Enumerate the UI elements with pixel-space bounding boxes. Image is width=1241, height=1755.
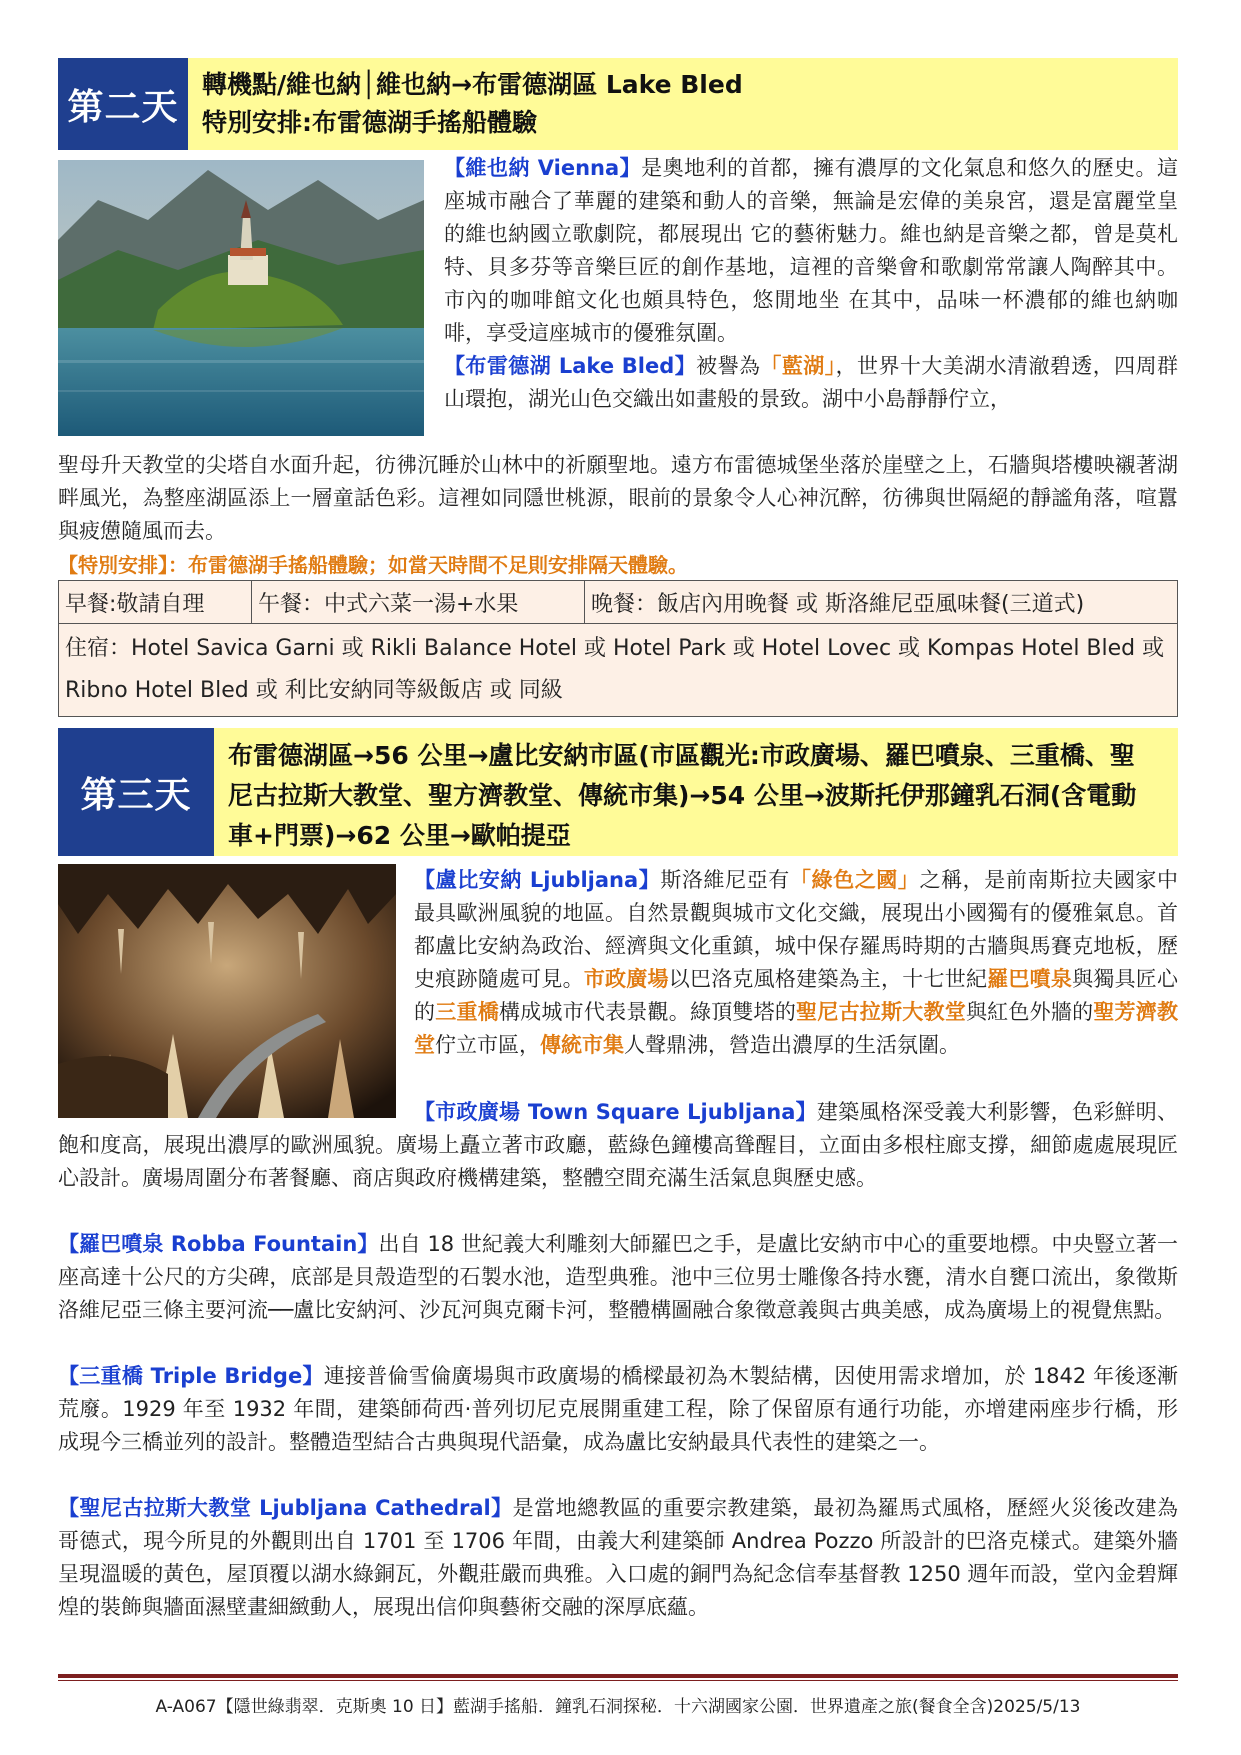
- footer-rule-thick: [58, 1674, 1178, 1678]
- blue-lake-highlight: 「藍湖」: [760, 354, 836, 378]
- robba-text: 出自 18 世紀義大利雕刻大師羅巴之手，是盧比安納市中心的重要地標。中央豎立著一座高達十公尺的方尖碑，底部是貝殼造型的石製水池，造型典雅。池中三位男士雕像各持水甕，清水自甕口流出，象徵斯洛維尼亞三條主要河流──盧比安納河、沙瓦河與克爾卡河，整體構圖融合象徵意義與古典美感，成為廣場上的視覺焦點。: [58, 1232, 1178, 1322]
- day3-badge: 第三天: [58, 728, 214, 856]
- ljubljana-text-b: 之稱，是前南斯拉夫國家中最具歐洲風貌的地區。自然景觀與城市文化交織，展現出小國獨有的優雅氣息。首都盧比安納為政治、經濟與文化重鎮，城中保存羅馬時期的古牆與馬賽克地板，歷史痕跡隨處可見。: [414, 868, 1179, 991]
- town-square-text: 建築風格深受義大利影響，色彩鮮明、飽和度高，展現出濃厚的歐洲風貌。廣場上矗立著市政廳，藍綠色鐘樓高聳醒目，立面由多根柱廊支撐，細節處處展現匠心設計。廣場周圍分布著餐廳、商店與政府機構建築，整體空間充滿生活氣息與歷史感。: [58, 1100, 1178, 1190]
- town-square-label: 【市政廣場 Town Square Ljubljana】: [414, 1100, 817, 1124]
- day3-header: [58, 728, 1178, 856]
- day2-lake-continuation: 聖母升天教堂的尖塔自水面升起，彷彿沉睡於山林中的祈願聖地。遠方布雷德城堡坐落於崖壁之上，石牆與塔樓映襯著湖畔風光，為整座湖區添上一層童話色彩。這裡如同隱世桃源，眼前的景象令人心神沉醉，彷彿與世隔絕的靜謐角落，喧囂與疲憊隨風而去。: [58, 453, 1178, 543]
- cathedral-text: 是當地總教區的重要宗教建築，最初為羅馬式風格，歷經火災後改建為哥德式，現今所見的外觀則出自 1701 至 1706 年間，由義大利建築師 Andrea Pozzo 所設計的巴洛克樣式。建築外牆呈現溫暖的黃色，屋頂覆以湖水綠銅瓦，外觀莊嚴而典雅。入口處的銅門為紀念信奉基督教 1250 週年而設，堂內金碧輝煌的裝飾與牆面濕壁畫細緻動人，展現出信仰與藝術交融的深厚底蘊。: [58, 1496, 1178, 1619]
- dinner-cell: 晚餐：飯店內用晚餐 或 斯洛維尼亞風味餐(三道式): [585, 581, 1178, 624]
- hotel-cell: 住宿：Hotel Savica Garni 或 Rikli Balance Hotel 或 Hotel Park 或 Hotel Lovec 或 Kompas Hotel Bled 或 Ribno Hotel Bled 或 利比安納同等級飯店 或 同級: [59, 624, 1178, 717]
- day3-town-square-paragraph: [58, 1096, 1178, 1195]
- triple-bridge-highlight: 三重橋: [435, 1000, 499, 1024]
- lunch-cell: 午餐：中式六菜一湯+水果: [252, 581, 585, 624]
- ljubljana-text-c: 以巴洛克風格建築為主，十七世紀: [668, 967, 988, 991]
- lake-bled-text-b: ，世界十大美湖水清澈碧透，四周群山環抱，湖光山色交織出如畫般的景致。湖中小島靜靜佇立，: [444, 354, 1179, 411]
- lake-bled-label: 【布雷德湖 Lake Bled】: [444, 354, 697, 378]
- franciscan-church-highlight: 聖芳濟教堂: [414, 1000, 1179, 1057]
- day3-cathedral-paragraph: [58, 1492, 1178, 1624]
- day2-meals-table: [58, 580, 1178, 717]
- day3-title: 布雷德湖區→56 公里→盧比安納市區(市區觀光:市政廣場、羅巴噴泉、三重橋、聖尼古拉斯大教堂、聖方濟教堂、傳統市集)→54 公里→波斯托伊那鐘乳石洞(含電動車+門票)→62 公里→歐帕提亞: [214, 728, 1178, 856]
- ljubljana-text-a: 斯洛維尼亞有: [660, 868, 790, 892]
- market-highlight: 傳統市集: [540, 1033, 624, 1057]
- day3-ljubljana-paragraph: [414, 864, 1178, 1062]
- ljubljana-text-h: 人聲鼎沸，營造出濃厚的生活氛圍。: [624, 1033, 960, 1057]
- day2-title: [188, 58, 1178, 150]
- footer-rule-thin: [58, 1680, 1178, 1681]
- postojna-cave-image: [58, 864, 396, 1118]
- robba-fountain-highlight: 羅巴噴泉: [987, 967, 1073, 991]
- lake-bled-photo: [58, 160, 424, 436]
- robba-label: 【羅巴噴泉 Robba Fountain】: [58, 1232, 379, 1256]
- lake-bled-text-a: 被譽為: [696, 354, 761, 378]
- cathedral-highlight: 聖尼古拉斯大教堂: [796, 1000, 966, 1024]
- ljubljana-text-g: 佇立市區，: [435, 1033, 540, 1057]
- day2-title-line2: 特別安排:布雷德湖手搖船體驗: [202, 108, 537, 137]
- ljubljana-label: 【盧比安納 Ljubljana】: [414, 868, 661, 892]
- breakfast-cell: 早餐:敬請自理: [59, 581, 252, 624]
- town-square-highlight: 市政廣場: [583, 967, 669, 991]
- ljubljana-text-f: 與紅色外牆的: [965, 1000, 1094, 1024]
- day3-triple-bridge-paragraph: [58, 1360, 1178, 1459]
- triple-bridge-text: 連接普倫雪倫廣場與市政廣場的橋樑最初為木製結構，因使用需求增加，於 1842 年後逐漸荒廢。1929 年至 1932 年間，建築師荷西·普列切尼克展開重建工程，除了保留原有通行功能，亦增建兩座步行橋，形成現今三橋並列的設計。整體造型結合古典與現代語彙，成為盧比安納最具代表性的建築之一。: [58, 1364, 1178, 1454]
- day2-header: [58, 58, 1178, 150]
- day2-special-arrangement: 【特別安排】：布雷德湖手搖船體驗；如當天時間不足則安排隔天體驗。: [58, 553, 688, 577]
- green-country-highlight: 「綠色之國」: [789, 868, 920, 892]
- day2-title-line1: 轉機點/維也納│維也納→布雷德湖區 Lake Bled: [202, 70, 743, 99]
- vienna-text: 是奧地利的首都，擁有濃厚的文化氣息和悠久的歷史。這座城市融合了華麗的建築和動人的音樂，無論是宏偉的美泉宮，還是富麗堂皇的維也納國立歌劇院，都展現出 它的藝術魅力。維也納是音樂之都，曾是莫札特、貝多芬等音樂巨匠的創作基地，這裡的音樂會和歌劇常常讓人陶醉其中。市內的咖啡館文化也頗具特色，悠閒地坐 在其中，品味一杯濃郁的維也納咖啡，享受這座城市的優雅氛圍。: [444, 156, 1179, 345]
- postojna-cave-photo: [58, 864, 396, 1118]
- ljubljana-text-d: 與獨具匠心的: [414, 967, 1179, 1024]
- day3-robba-paragraph: [58, 1228, 1178, 1327]
- day2-vienna-paragraph: [444, 152, 1178, 416]
- vienna-label: 【維也納 Vienna】: [444, 156, 642, 180]
- footer-text: A-A067【隱世綠翡翠．克斯奧 10 日】藍湖手搖船．鐘乳石洞探秘．十六湖國家公園．世界遺產之旅(餐食全含)2025/5/13: [155, 1697, 1081, 1717]
- triple-bridge-label: 【三重橋 Triple Bridge】: [58, 1364, 324, 1388]
- ljubljana-text-e: 構成城市代表景觀。綠頂雙塔的: [498, 1000, 797, 1024]
- cathedral-label: 【聖尼古拉斯大教堂 Ljubljana Cathedral】: [58, 1496, 513, 1520]
- day2-badge: 第二天: [58, 58, 188, 150]
- lake-bled-image: [58, 160, 424, 436]
